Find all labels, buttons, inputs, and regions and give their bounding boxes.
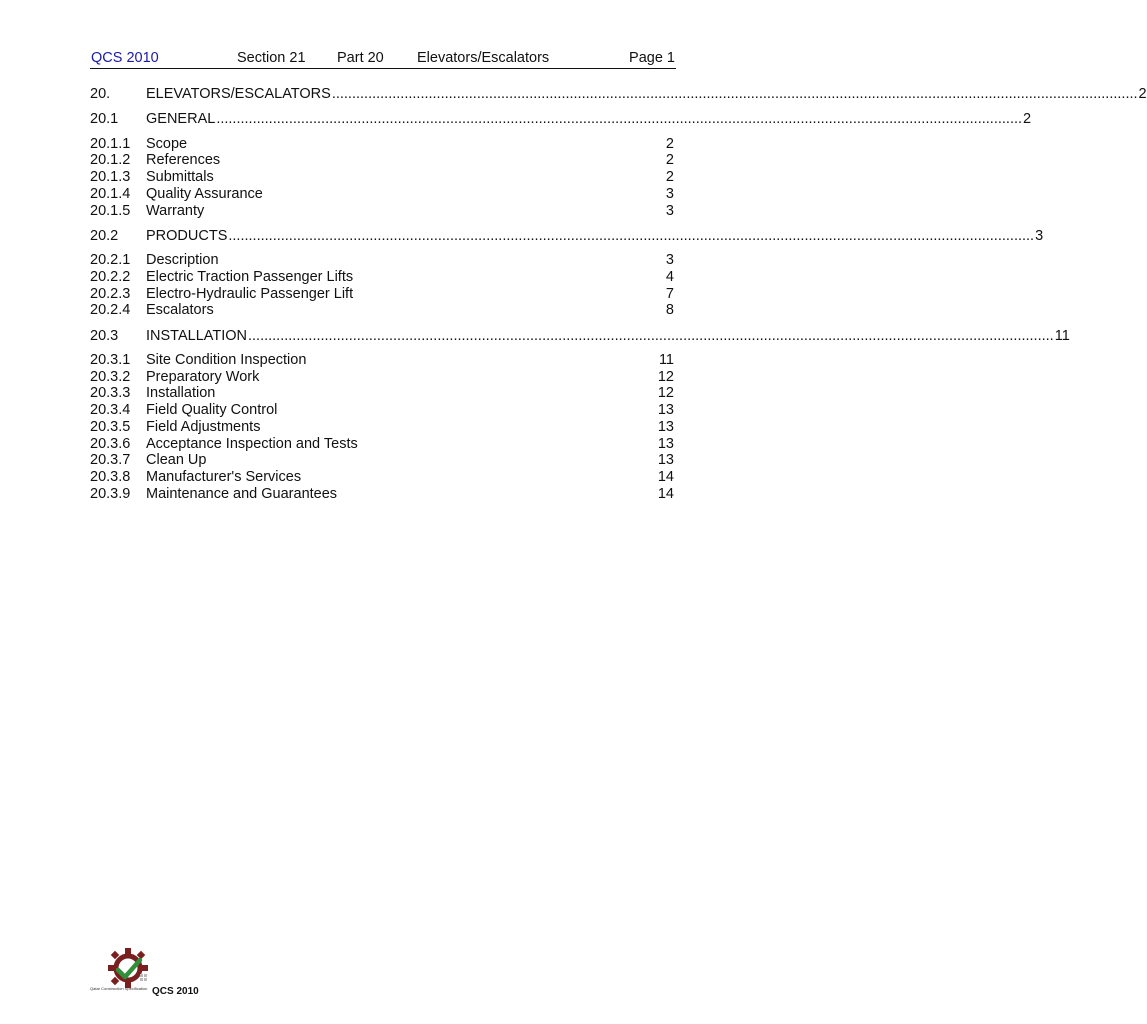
toc-title: GENERAL	[146, 111, 216, 128]
toc-title: Electro-Hydraulic Passenger Lift	[146, 285, 354, 302]
toc-title: Manufacturer's Services	[146, 468, 302, 485]
toc-row	[90, 286, 674, 303]
toc-title: Maintenance and Guarantees	[146, 485, 338, 502]
header-section: Section 21	[237, 50, 306, 66]
toc-page: 2	[665, 135, 674, 152]
dot-leader: ........................................................................................................................................................................................................	[216, 111, 1023, 128]
toc-number: 20.2.3	[90, 285, 131, 302]
toc-number: 20.2.1	[90, 252, 131, 269]
toc-row	[90, 203, 674, 220]
dot-leader: ........................................................................................................................................................................................................	[331, 86, 1138, 102]
toc-row	[90, 186, 674, 203]
toc-title: Site Condition Inspection	[146, 352, 307, 369]
footer-text: QCS 2010	[152, 986, 199, 997]
toc-title: INSTALLATION	[146, 327, 247, 344]
toc-page: 11	[658, 352, 674, 369]
header-part: Part 20	[337, 50, 384, 66]
toc-page: 4	[665, 268, 674, 285]
toc-number: 20.1.1	[90, 135, 131, 152]
toc-page: 3	[665, 202, 674, 219]
toc-title: PRODUCTS	[146, 227, 228, 244]
toc-page: 13	[657, 435, 674, 452]
header-title: Elevators/Escalators	[417, 50, 550, 66]
toc-page: 2	[1023, 111, 1032, 128]
toc-number: 20.1.5	[90, 202, 131, 219]
toc-row	[90, 227, 1044, 245]
toc-page: 12	[657, 385, 674, 402]
toc-number: 20.1.4	[90, 185, 131, 202]
toc-row	[90, 452, 674, 469]
toc-page: 14	[657, 468, 674, 485]
toc-page: 2	[665, 169, 674, 186]
toc-number: 20.3.6	[90, 435, 131, 452]
toc-row	[90, 419, 674, 436]
toc-row	[90, 152, 674, 169]
toc-row	[90, 269, 674, 286]
toc-number: 20.3.5	[90, 418, 131, 435]
toc-page: 13	[657, 418, 674, 435]
toc-row	[90, 352, 674, 369]
footer-logo-caption: Qatar Construction Specification	[90, 986, 148, 991]
toc-row	[90, 169, 674, 186]
toc-title: Electric Traction Passenger Lifts	[146, 268, 354, 285]
toc-number: 20.1.3	[90, 169, 131, 186]
toc-page: 3	[1035, 227, 1044, 244]
toc-row	[90, 469, 674, 486]
page-header	[90, 48, 676, 69]
toc-title: Clean Up	[146, 452, 207, 469]
toc-page: 13	[657, 452, 674, 469]
toc-row	[90, 402, 674, 419]
toc-number: 20.	[90, 86, 111, 102]
toc-title: Field Quality Control	[146, 402, 278, 419]
toc-page: 14	[657, 485, 674, 502]
toc-number: 20.3.7	[90, 452, 131, 469]
toc-page: 2	[1138, 86, 1147, 102]
toc-number: 20.3	[90, 327, 119, 344]
toc-title: Field Adjustments	[146, 418, 261, 435]
toc-page: 12	[657, 368, 674, 385]
header-page: Page 1	[629, 50, 675, 66]
toc-row	[90, 436, 674, 453]
toc-number: 20.3.9	[90, 485, 131, 502]
toc-page: 3	[665, 185, 674, 202]
toc-title: Warranty	[146, 202, 205, 219]
toc-page: 13	[657, 402, 674, 419]
toc-number: 20.3.2	[90, 368, 131, 385]
toc-page: 3	[665, 252, 674, 269]
toc-number: 20.3.4	[90, 402, 131, 419]
dot-leader: ........................................................................................................................................................................................................	[247, 327, 1054, 344]
toc-number: 20.1.2	[90, 152, 131, 169]
toc-row	[90, 111, 1032, 128]
toc-title: Preparatory Work	[146, 368, 260, 385]
toc-row	[90, 369, 674, 386]
toc-number: 20.1	[90, 111, 119, 128]
toc-title: Escalators	[146, 302, 214, 319]
toc-number: 20.2	[90, 227, 119, 244]
header-doc: QCS 2010	[91, 50, 159, 66]
toc-page: 2	[665, 152, 674, 169]
toc-row	[90, 385, 674, 402]
toc-row	[90, 86, 1147, 103]
toc-row	[90, 486, 674, 503]
toc-title: Quality Assurance	[146, 185, 263, 202]
dot-leader: ........................................................................................................................................................................................................	[228, 227, 1035, 244]
toc-title: References	[146, 152, 221, 169]
toc-row	[90, 302, 674, 319]
toc-title: Scope	[146, 135, 188, 152]
toc-number: 20.3.3	[90, 385, 131, 402]
toc-title: Acceptance Inspection and Tests	[146, 435, 358, 452]
table-of-contents	[90, 86, 1147, 502]
toc-number: 20.3.1	[90, 352, 131, 369]
toc-row	[90, 136, 674, 153]
toc-number: 20.3.8	[90, 468, 131, 485]
toc-row	[90, 252, 674, 269]
toc-title: Description	[146, 252, 219, 269]
toc-page: 8	[665, 302, 674, 319]
toc-number: 20.2.4	[90, 302, 131, 319]
toc-page: 11	[1054, 327, 1070, 344]
toc-row	[90, 327, 1070, 345]
toc-title: Submittals	[146, 169, 214, 186]
toc-page: 7	[665, 285, 674, 302]
toc-number: 20.2.2	[90, 268, 131, 285]
toc-title: ELEVATORS/ESCALATORS	[146, 86, 331, 102]
toc-title: Installation	[146, 385, 216, 402]
